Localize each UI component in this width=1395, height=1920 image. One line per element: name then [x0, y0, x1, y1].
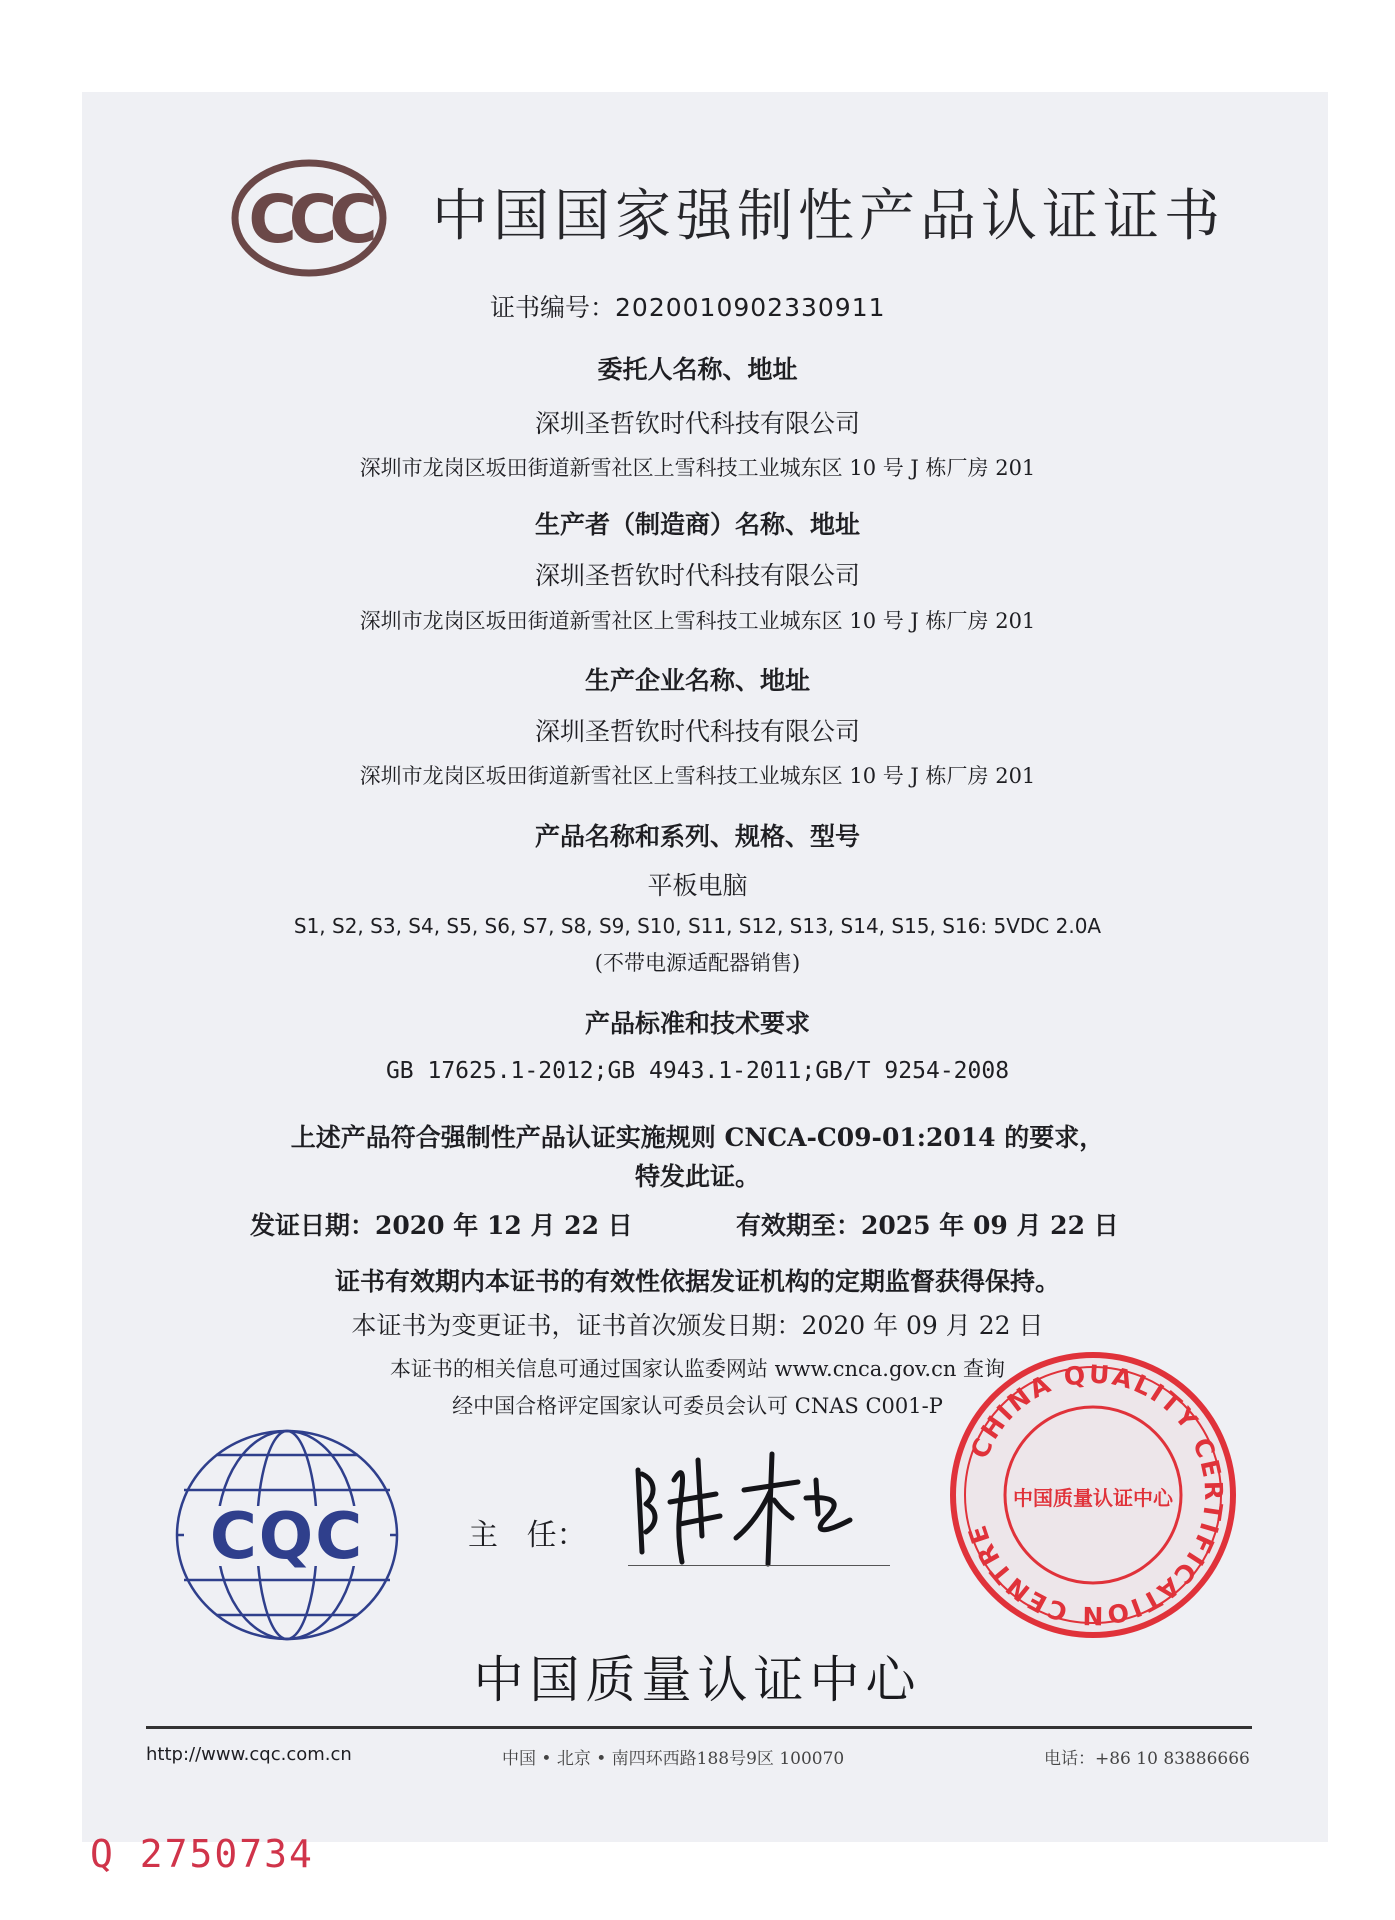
manufacturer-name: 深圳圣哲钦时代科技有限公司	[534, 561, 860, 590]
product-note: (不带电源适配器销售)	[594, 951, 801, 975]
ccc-logo	[230, 158, 388, 278]
conformity-line-2: 特发此证。	[634, 1162, 760, 1191]
director-label: 主 任：	[468, 1518, 587, 1553]
manufacturer-heading: 生产者（制造商）名称、地址	[534, 510, 860, 539]
query-note: 本证书的相关信息可通过国家认监委网站 www.cnca.gov.cn 查询	[389, 1357, 1006, 1381]
stamp-inner-text: 中国质量认证中心	[1013, 1486, 1173, 1510]
standards-heading: 产品标准和技术要求	[584, 1009, 810, 1038]
factory-heading: 生产企业名称、地址	[584, 666, 810, 695]
signature-line	[628, 1565, 890, 1566]
certificate-number: 2020010902330911	[615, 293, 886, 322]
cqc-seal-stamp	[943, 1345, 1243, 1645]
footer-website: http://www.cqc.com.cn	[146, 1744, 352, 1765]
factory-address: 深圳市龙岗区坂田街道新雪社区上雪科技工业城东区 10 号 J 栋厂房 201	[359, 764, 1036, 788]
ccc-logo-text: CCC	[248, 181, 370, 258]
standards-value: GB 17625.1-2012;GB 4943.1-2011;GB/T 9254-2008	[385, 1058, 1010, 1084]
footer-phone: 电话：+86 10 83886666	[1044, 1749, 1250, 1769]
certificate-number-label: 证书编号：	[490, 293, 616, 322]
issue-date: 发证日期：2020 年 12 月 22 日	[250, 1211, 633, 1240]
certificate-title: 中国国家强制性产品认证证书	[432, 184, 1225, 249]
footer-address: 中国 • 北京 • 南四环西路188号9区 100070	[502, 1749, 845, 1769]
applicant-heading: 委托人名称、地址	[597, 355, 798, 384]
manufacturer-address: 深圳市龙岗区坂田街道新雪社区上雪科技工业城东区 10 号 J 栋厂房 201	[359, 609, 1036, 633]
certificate-number-row	[490, 288, 886, 324]
applicant-name: 深圳圣哲钦时代科技有限公司	[534, 409, 860, 438]
issuer-name: 中国质量认证中心	[473, 1651, 922, 1709]
cqc-logo	[166, 1420, 408, 1650]
product-heading: 产品名称和系列、规格、型号	[534, 822, 860, 851]
change-note: 本证书为变更证书，证书首次颁发日期：2020 年 09 月 22 日	[351, 1311, 1044, 1340]
accreditation-note: 经中国合格评定国家认可委员会认可 CNAS C001-P	[452, 1394, 943, 1418]
validity-note: 证书有效期内本证书的有效性依据发证机构的定期监督获得保持。	[334, 1267, 1060, 1296]
cqc-logo-text: CQC	[209, 1500, 365, 1574]
stamp-outer-text: CHINA QUALITY CERTIFICATION CENTRE	[961, 1359, 1229, 1631]
serial-number: Q 2750734	[90, 1832, 314, 1876]
footer-rule	[146, 1726, 1252, 1729]
product-models: S1, S2, S3, S4, S5, S6, S7, S8, S9, S10, S11, S12, S13, S14, S15, S16: 5VDC 2.0A	[293, 914, 1102, 938]
conformity-line-1: 上述产品符合强制性产品认证实施规则 CNCA-C09-01:2014 的要求，	[290, 1123, 1105, 1152]
expiry-date: 有效期至：2025 年 09 月 22 日	[736, 1211, 1119, 1240]
applicant-address: 深圳市龙岗区坂田街道新雪社区上雪科技工业城东区 10 号 J 栋厂房 201	[359, 456, 1036, 480]
product-name: 平板电脑	[647, 871, 748, 900]
factory-name: 深圳圣哲钦时代科技有限公司	[534, 717, 860, 746]
director-signature	[620, 1440, 880, 1570]
